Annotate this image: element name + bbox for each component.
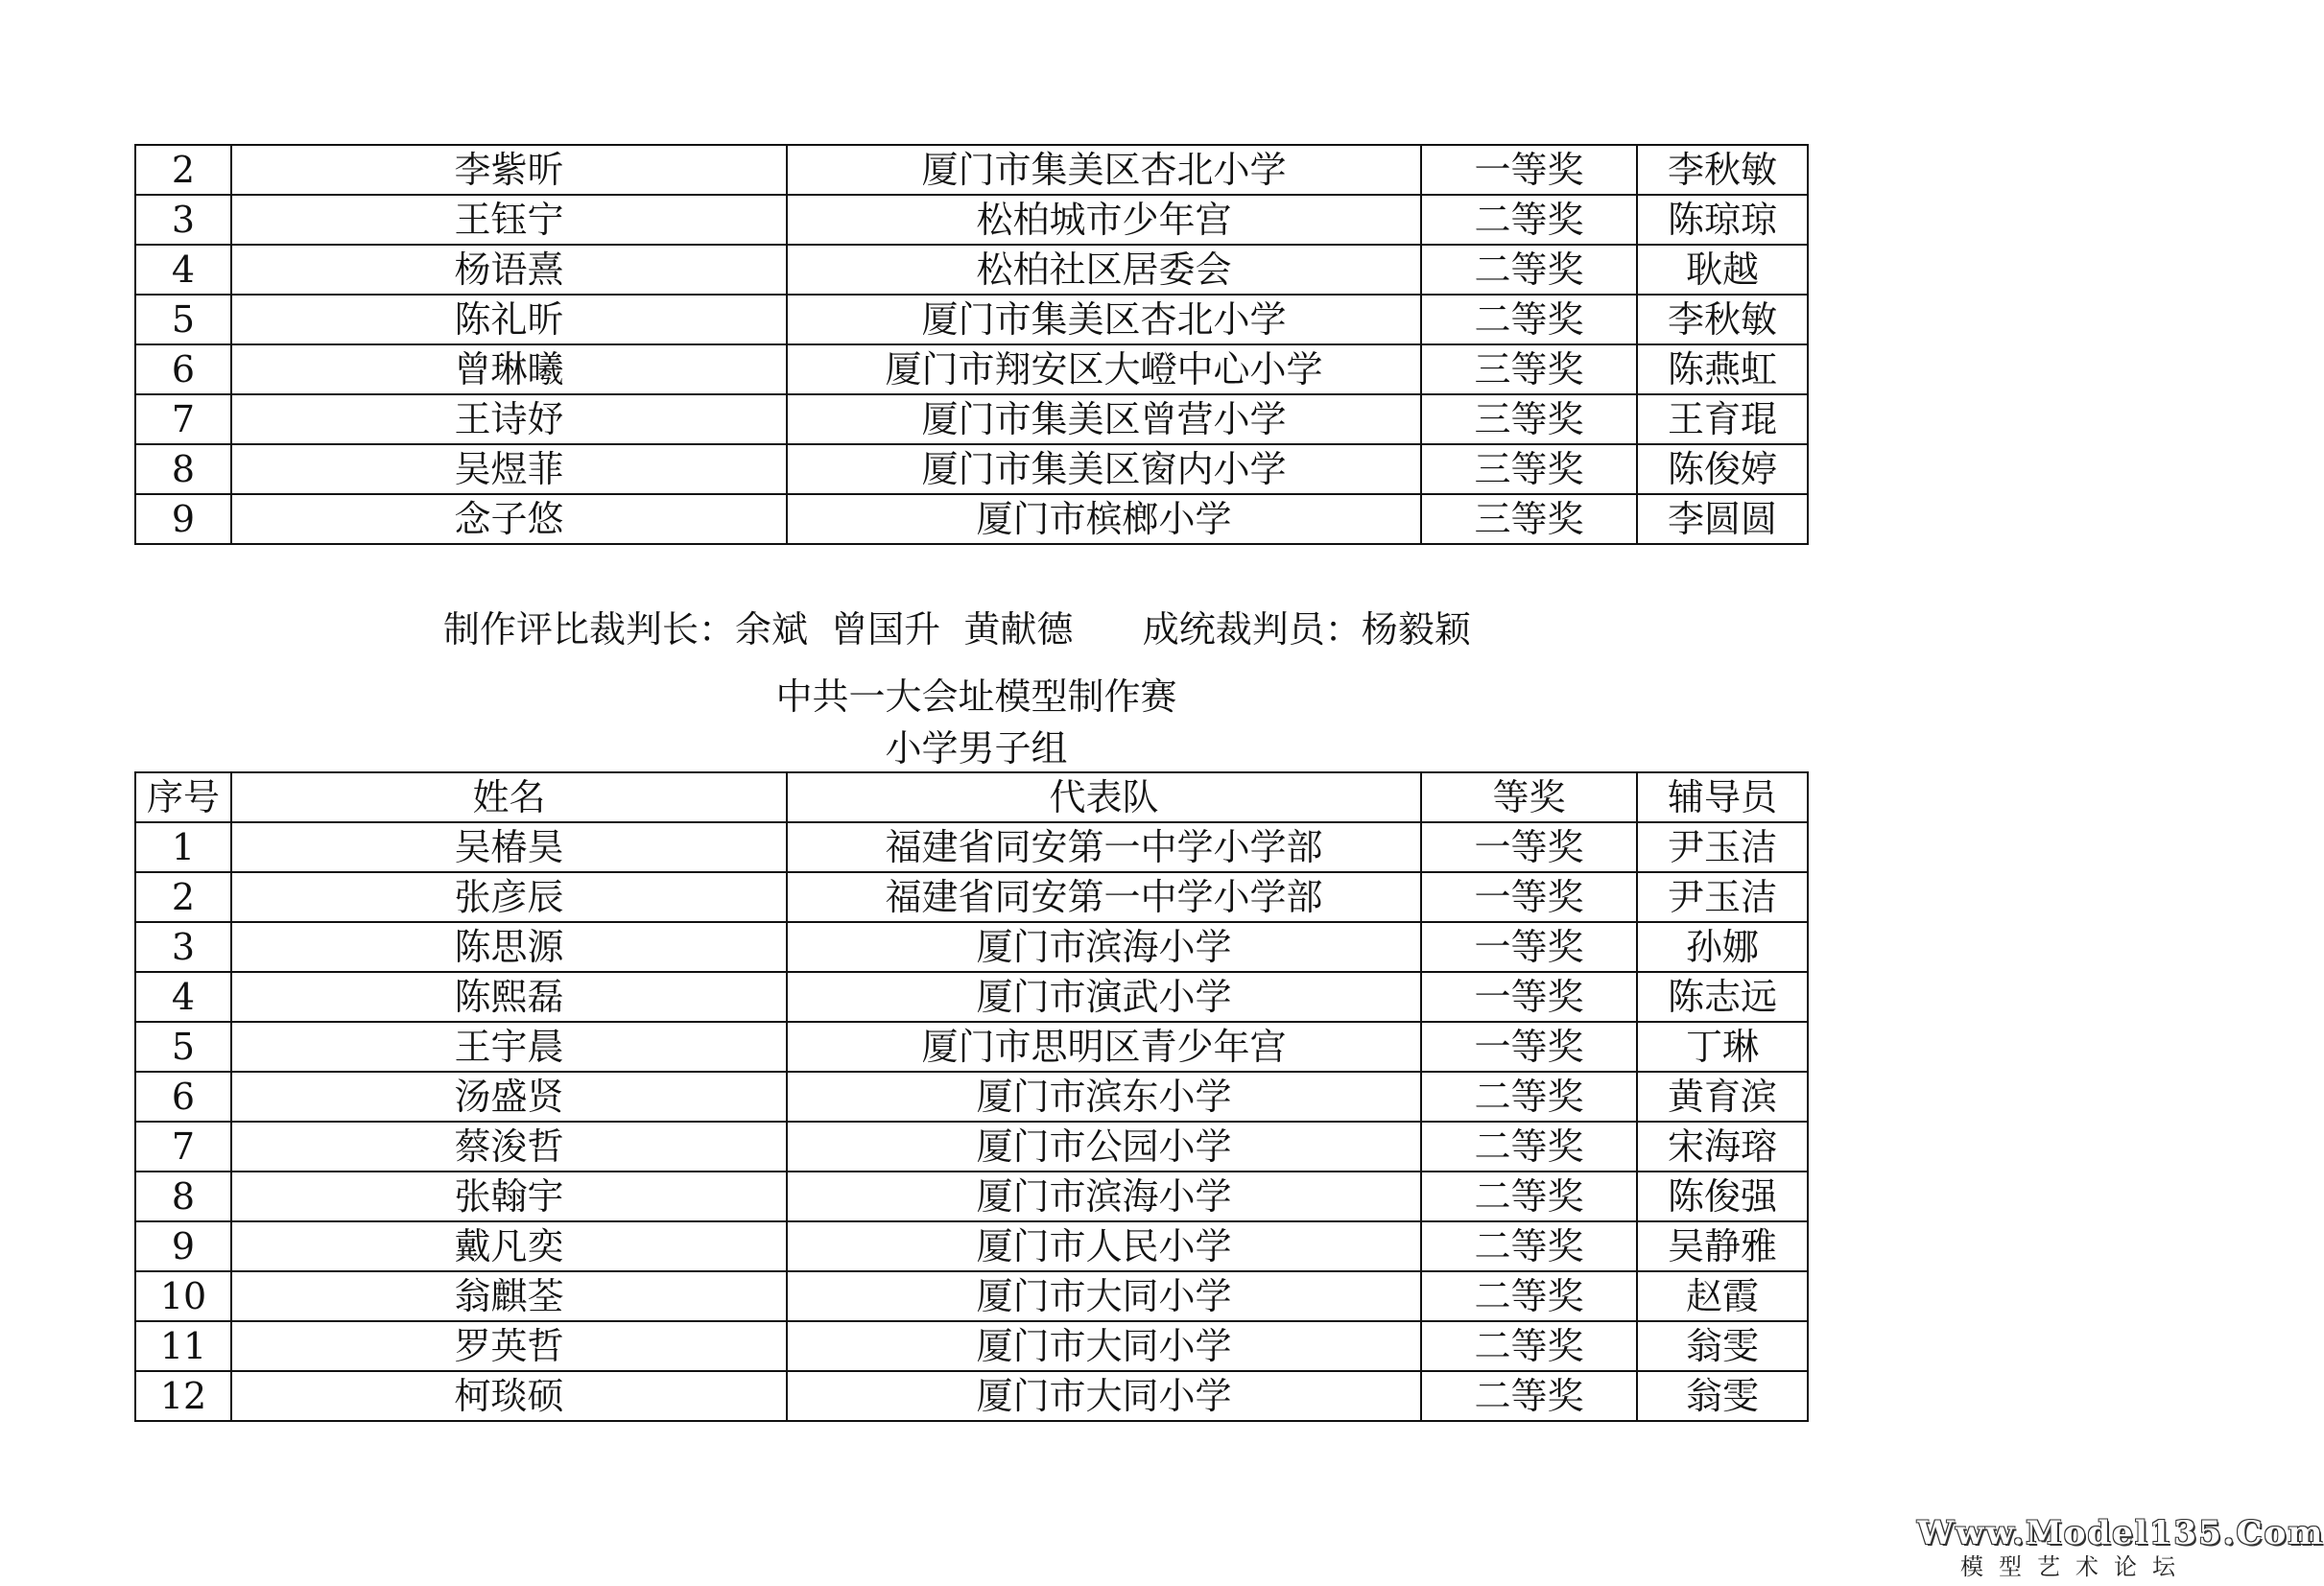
- cell-award: 一等奖: [1421, 1022, 1637, 1072]
- cell-index: 3: [135, 922, 231, 972]
- cell-team: 厦门市演武小学: [787, 972, 1421, 1022]
- cell-name: 王宇晨: [231, 1022, 787, 1072]
- cell-team: 松柏城市少年宫: [787, 195, 1421, 245]
- cell-coach: 陈俊强: [1637, 1172, 1808, 1221]
- cell-coach: 丁琳: [1637, 1022, 1808, 1072]
- cell-award: 一等奖: [1421, 972, 1637, 1022]
- cell-coach: 尹玉洁: [1637, 822, 1808, 872]
- cell-award: 二等奖: [1421, 1122, 1637, 1172]
- cell-index: 4: [135, 972, 231, 1022]
- table-row: [135, 1122, 1808, 1172]
- cell-coach: 孙娜: [1637, 922, 1808, 972]
- cell-name: 杨语熹: [231, 245, 787, 295]
- contest-title: 中共一大会址模型制作赛: [775, 675, 1177, 718]
- cell-coach: 王育琨: [1637, 394, 1808, 444]
- site-watermark: [1917, 1514, 2324, 1581]
- cell-index: 5: [135, 1022, 231, 1072]
- cell-name: 曾琳曦: [231, 344, 787, 394]
- table-row: [135, 972, 1808, 1022]
- cell-team: 厦门市公园小学: [787, 1122, 1421, 1172]
- cell-coach: 李圆圆: [1637, 494, 1808, 544]
- cell-award: 二等奖: [1421, 1221, 1637, 1271]
- cell-team: 厦门市人民小学: [787, 1221, 1421, 1271]
- watermark-url: Www.Model135.Com: [1917, 1514, 2324, 1552]
- cell-coach: 陈燕虹: [1637, 344, 1808, 394]
- cell-index: 7: [135, 1122, 231, 1172]
- cell-index: 6: [135, 1072, 231, 1122]
- judges-text: 制作评比裁判长：余斌 曾国升 黄献德 成统裁判员：杨毅颖: [443, 608, 1471, 651]
- cell-coach: 李秋敏: [1637, 295, 1808, 344]
- cell-name: 戴凡奕: [231, 1221, 787, 1271]
- cell-team: 松柏社区居委会: [787, 245, 1421, 295]
- table-row: [135, 494, 1808, 544]
- results-table-continued-body: [135, 145, 1808, 544]
- cell-name: 王诗妤: [231, 394, 787, 444]
- results-table-primary-boys: [134, 771, 1809, 1422]
- cell-index: 7: [135, 394, 231, 444]
- table-row: [135, 145, 1808, 195]
- header-team: 代表队: [787, 772, 1421, 822]
- watermark-text: 模型艺术论坛: [1960, 1553, 2191, 1580]
- cell-coach: 李秋敏: [1637, 145, 1808, 195]
- cell-coach: 尹玉洁: [1637, 872, 1808, 922]
- cell-team: 厦门市思明区青少年宫: [787, 1022, 1421, 1072]
- cell-award: 二等奖: [1421, 295, 1637, 344]
- cell-team: 厦门市集美区杏北小学: [787, 295, 1421, 344]
- cell-team: 厦门市翔安区大嶝中心小学: [787, 344, 1421, 394]
- cell-award: 二等奖: [1421, 1072, 1637, 1122]
- cell-award: 二等奖: [1421, 1321, 1637, 1371]
- table-row: [135, 444, 1808, 494]
- cell-team: 厦门市滨海小学: [787, 1172, 1421, 1221]
- table-header-row: [135, 772, 1808, 822]
- cell-award: 一等奖: [1421, 145, 1637, 195]
- cell-name: 李紫昕: [231, 145, 787, 195]
- cell-index: 12: [135, 1371, 231, 1421]
- cell-award: 一等奖: [1421, 922, 1637, 972]
- table-row: [135, 1371, 1808, 1421]
- cell-team: 厦门市滨海小学: [787, 922, 1421, 972]
- cell-index: 2: [135, 872, 231, 922]
- results-table-primary-boys-body: [135, 822, 1808, 1421]
- cell-team: 厦门市集美区杏北小学: [787, 145, 1421, 195]
- table-row: [135, 922, 1808, 972]
- cell-award: 二等奖: [1421, 1172, 1637, 1221]
- cell-name: 翁麒荃: [231, 1271, 787, 1321]
- cell-name: 念子悠: [231, 494, 787, 544]
- cell-coach: 陈俊婷: [1637, 444, 1808, 494]
- cell-award: 二等奖: [1421, 245, 1637, 295]
- table-row: [135, 245, 1808, 295]
- table-row: [135, 1172, 1808, 1221]
- cell-team: 厦门市大同小学: [787, 1371, 1421, 1421]
- cell-coach: 翁雯: [1637, 1371, 1808, 1421]
- cell-index: 9: [135, 494, 231, 544]
- results-table-continued: [134, 144, 1809, 545]
- cell-team: 厦门市集美区曾营小学: [787, 394, 1421, 444]
- table-row: [135, 1221, 1808, 1271]
- table-row: [135, 1022, 1808, 1072]
- cell-coach: 翁雯: [1637, 1321, 1808, 1371]
- cell-award: 三等奖: [1421, 444, 1637, 494]
- cell-name: 蔡浚哲: [231, 1122, 787, 1172]
- cell-index: 3: [135, 195, 231, 245]
- table-row: [135, 872, 1808, 922]
- cell-team: 福建省同安第一中学小学部: [787, 822, 1421, 872]
- cell-index: 9: [135, 1221, 231, 1271]
- header-name: 姓名: [231, 772, 787, 822]
- cell-index: 5: [135, 295, 231, 344]
- cell-team: 厦门市集美区窗内小学: [787, 444, 1421, 494]
- cell-name: 陈熙磊: [231, 972, 787, 1022]
- cell-name: 吴椿昊: [231, 822, 787, 872]
- header-index: 序号: [135, 772, 231, 822]
- cell-team: 厦门市滨东小学: [787, 1072, 1421, 1122]
- cell-coach: 宋海瑢: [1637, 1122, 1808, 1172]
- cell-coach: 赵霞: [1637, 1271, 1808, 1321]
- cell-award: 三等奖: [1421, 394, 1637, 444]
- cell-index: 6: [135, 344, 231, 394]
- cell-team: 厦门市大同小学: [787, 1271, 1421, 1321]
- cell-name: 吴煜菲: [231, 444, 787, 494]
- table-row: [135, 1072, 1808, 1122]
- cell-team: 厦门市大同小学: [787, 1321, 1421, 1371]
- table-row: [135, 344, 1808, 394]
- cell-coach: 耿越: [1637, 245, 1808, 295]
- cell-name: 陈礼昕: [231, 295, 787, 344]
- cell-index: 2: [135, 145, 231, 195]
- cell-award: 二等奖: [1421, 195, 1637, 245]
- table-row: [135, 394, 1808, 444]
- cell-name: 陈思源: [231, 922, 787, 972]
- cell-award: 三等奖: [1421, 494, 1637, 544]
- header-coach: 辅导员: [1637, 772, 1808, 822]
- header-award: 等奖: [1421, 772, 1637, 822]
- cell-index: 1: [135, 822, 231, 872]
- cell-name: 柯琰硕: [231, 1371, 787, 1421]
- table-row: [135, 295, 1808, 344]
- cell-award: 二等奖: [1421, 1371, 1637, 1421]
- cell-index: 8: [135, 1172, 231, 1221]
- cell-coach: 陈琼琼: [1637, 195, 1808, 245]
- cell-award: 二等奖: [1421, 1271, 1637, 1321]
- cell-name: 汤盛贤: [231, 1072, 787, 1122]
- cell-name: 罗英哲: [231, 1321, 787, 1371]
- cell-index: 11: [135, 1321, 231, 1371]
- cell-index: 10: [135, 1271, 231, 1321]
- cell-award: 一等奖: [1421, 872, 1637, 922]
- cell-name: 张翰宇: [231, 1172, 787, 1221]
- cell-index: 8: [135, 444, 231, 494]
- cell-award: 一等奖: [1421, 822, 1637, 872]
- table-row: [135, 195, 1808, 245]
- cell-coach: 吴静雅: [1637, 1221, 1808, 1271]
- cell-name: 张彦辰: [231, 872, 787, 922]
- group-title: 小学男子组: [885, 727, 1068, 769]
- judges-line: [0, 549, 2243, 656]
- cell-index: 4: [135, 245, 231, 295]
- cell-team: 福建省同安第一中学小学部: [787, 872, 1421, 922]
- cell-name: 王钰宁: [231, 195, 787, 245]
- cell-coach: 陈志远: [1637, 972, 1808, 1022]
- cell-award: 三等奖: [1421, 344, 1637, 394]
- cell-coach: 黄育滨: [1637, 1072, 1808, 1122]
- table-row: [135, 1271, 1808, 1321]
- cell-team: 厦门市槟榔小学: [787, 494, 1421, 544]
- table-row: [135, 822, 1808, 872]
- table-row: [135, 1321, 1808, 1371]
